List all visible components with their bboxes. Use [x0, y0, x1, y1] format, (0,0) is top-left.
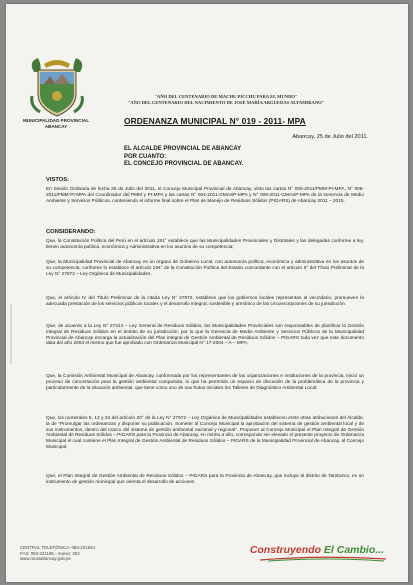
considerando-paragraph-6: Que, los numerales 5, 13 y 34 del artículo 20° de la Ley N° 27972 – Ley Orgánica de Municipalidades establecen entre otras atribuciones del Alcalde, la de "Promulgar las ordenanzas y disponer su publicación. Someter al Concejo Municipal la aprobación del sistema de gestión ambiental local y de sus instrumentos, dentro del marco del sistema de gestión ambiental nacional y regional". Proponer al Concejo Municipal el Plan Integral de Gestión Ambiental de Residuos Sólidos – PIGARS para la Provincia de Abancay, en mérito a ello, corresponde ser elevado el presente proyecto de Ordenanza Municipal el cual contiene el Plan Integral de Gestión Ambiental de Residuos Sólidos – PIGARS de la Municipalidad Provincial de Abancay, al Concejo Municipal;	[46, 416, 364, 450]
footer-contact	[20, 545, 95, 562]
considerando-paragraph-1: Que, la Constitución Política del Perú en el artículo 191° establece que las Municipalidades Provinciales y Distritales y las delegadas conforme a ley, tienen autonomía política, económica y Administrativa en los asuntos de su competencia;	[46, 239, 364, 250]
considerando-paragraph-2: Que, la Municipalidad Provincial de Abancay es un órgano de Gobierno Local, con autonomía política, económica y administrativa en los asuntos de su competencia, conforme lo establece el artículo 194° de la Constitución Política del Estado concordante con el artículo II° del Título Preliminar de la Ley N° 27972 – Ley Orgánica de Municipalidades.	[46, 260, 364, 277]
vistos-title: VISTOS:	[46, 177, 70, 183]
municipal-crest-logo	[28, 56, 86, 118]
considerando-title: CONSIDERANDO:	[46, 229, 96, 235]
heading-line-1: EL ALCALDE PROVINCIAL DE ABANCAY	[124, 146, 242, 152]
scan-edge-mark	[10, 304, 12, 364]
document-page	[6, 4, 408, 582]
considerando-paragraph-7: Que, el Plan Integral de Gestión Ambiental de Residuos Sólidos – PIGARS para la Provincia de Abancay, que incluye al distrito de Tamburco, es un instrumento de gestión municipal que orienta el desarrollo de acciones	[46, 474, 364, 485]
slogan-part-2: El Cambio...	[323, 544, 384, 556]
ordinance-heading	[124, 146, 243, 169]
municipality-name: MUNICIPALIDAD PROVINCIAL ABANCAY	[22, 118, 89, 129]
heading-line-3: EL CONCEJO PROVINCIAL DE ABANCAY.	[124, 161, 244, 168]
year-motto	[106, 94, 346, 106]
footer-website: www.muniabancay.gob.pe	[20, 556, 71, 562]
motto-line-2: "AÑO DEL CENTENARIO DEL NACIMIENTO DE JOSÉ MARÍA ARGUEDAS ALTAMIRANO"	[127, 100, 325, 105]
considerando-paragraph-3: Que, el artículo IV del Título Preliminar de la citada Ley N° 27972, establece que los gobiernos locales representan al vecindario, promueven la adecuada prestación de los servicios públicos locales y el desarrollo integral, sostenible y armónico de las circunscripciones de su jurisdicción.	[46, 296, 364, 307]
slogan-swoosh	[258, 556, 388, 562]
motto-line-1: "AÑO DEL CENTENARIO DE MACHU PICCHU PARA EL MUNDO"	[154, 94, 298, 99]
considerando-paragraph-4: Que, de acuerdo a la Ley N° 27314 – Ley General de Residuos Sólidos, las Municipalidades Provinciales son responsables de planificar la Gestión Integral de Residuos Sólidos en el ámbito de su jurisdicción; por lo que la Gerencia de Medio Ambiente y Servicios Públicos de la Municipalidad Provincial de Abancay encarga la actualización del Plan integral de Gestión Ambiental de Residuos Sólidos – PIGARS toda vez que este documento data del año 2004 el mismo que fue aprobado con Ordenanza Municipal N° 17-2004 – A – MPA;	[46, 324, 364, 347]
considerando-paragraph-5: Que, la Comisión Ambiental Municipal de Abancay, conformada por los representantes de las organizaciones e instituciones de la provincia, inició un proceso de concertación para la gestión ambiental compartida, lo que ha permitido un espacio de discusión de la problemática de la provincia y particularmente de la situación ambiental, que tiene como uno de sus frutos iniciales los Talleres de Diagnóstico Ambiental Local;	[46, 374, 364, 391]
ordinance-date: Abancay, 25 de Julio del 2011.	[292, 134, 368, 140]
footer-slogan	[250, 544, 384, 556]
heading-line-2: POR CUANTO:	[124, 153, 167, 160]
footer-phone: CENTRAL TELEFÓNICA: 083-321544	[20, 545, 95, 551]
footer-fax: FAX: 083-321195 - Anexo: 302	[20, 550, 80, 556]
vistos-paragraph: En Sesión Ordinaria de fecha 25 de Julio del 2011, el Concejo Municipal Provincial de Abancay, visto las cartas N° 005-2011/PMM-PI-MPA, N° 006-2011/PMM-PI-MPA del Coordinador del PMM y PI-MPA y las cartas N° 004-2011-GMASP-MPA y N° 009-2011-GMASP-MPA de la Gerencia de Medio Ambiente y Servicios Públicos, conteniendo el informe final sobre el Plan de Manejo de Residuos Sólidos (PIGARS) de Abancay 2011 – 2015.	[46, 187, 364, 204]
ordinance-title: ORDENANZA MUNICIPAL N° 019 - 2011- MPA	[124, 116, 306, 126]
slogan-part-1: Construyendo	[249, 544, 324, 556]
